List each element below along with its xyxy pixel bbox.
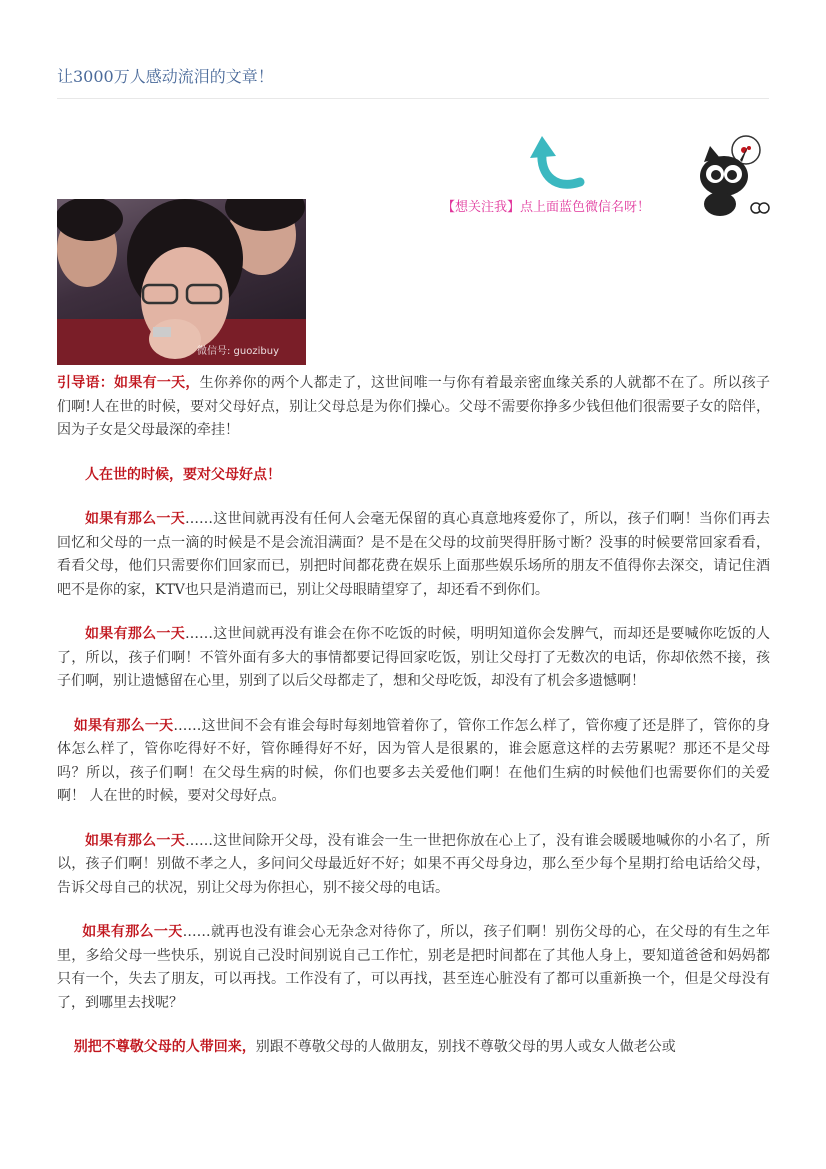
paragraph-lead: 如果有那么一天 (85, 832, 185, 849)
follow-banner[interactable] (440, 132, 770, 222)
list-item (57, 830, 770, 901)
paragraph-body: ……这世间就再没有谁会在你不吃饭的时候，明明知道你会发脾气，而却还是要喊你吃饭的人了，所以，孩子们啊！不管外面有多大的事情都要记得回家吃饭，别让父母打了无数次的电话，你却依然不接，孩子们啊，别让遗憾留在心里，别到了以后父母都走了，想和父母吃饭，却没有了机会多遗憾啊！ (57, 626, 771, 689)
paragraph-lead: 如果有那么一天 (82, 924, 183, 940)
paragraph-lead: 如果有那么一天 (85, 626, 185, 642)
heading-text: 人在世的时候，要对父母好点！ (85, 466, 281, 483)
list-item (57, 508, 770, 602)
paragraph-body: ……就再也没有谁会心无杂念对待你了，所以，孩子们啊！别伤父母的心，在父母的有生之年里，多给父母一些快乐，别说自己没时间别说自己工作忙，别老是把时间都在了其他人身上，要知道爸爸和妈妈都只有一个，失去了朋友，可以再找。工作没有了，可以再找，甚至连心脏没有了都可以重新换一个，但是父母没有了，到哪里去找呢？ (57, 924, 770, 1011)
article-title: 让3000万人感动流泪的文章！ (57, 67, 274, 86)
photo-watermark: 微信号: guozibuy (197, 346, 279, 357)
article-body (57, 372, 770, 1081)
photo-illustration (57, 199, 306, 365)
paragraph-lead: 别把不尊敬父母的人带回来， (73, 1039, 256, 1055)
section-heading (57, 464, 770, 488)
list-item (57, 921, 770, 1015)
list-item (57, 623, 770, 694)
curved-arrow-icon (528, 134, 598, 198)
intro-lead: 引导语：如果有一天， (57, 375, 200, 391)
paragraph-lead: 如果有那么一天 (73, 717, 174, 734)
intro-body: 生你养你的两个人都走了，这世间唯一与你有着最亲密血缘关系的人就都不在了。所以孩子们啊!人在世的时候，要对父母好点，别让父母总是为你们操心。父母不需要你挣多少钱但他们很需要子女的陪伴，因为子女是父母最深的牵挂！ (57, 375, 771, 438)
crying-woman-photo (57, 199, 306, 365)
intro-paragraph (57, 372, 770, 443)
cat-mascot-icon (694, 132, 772, 220)
paragraph-body: ……这世间不会有谁会每时每刻地管着你了，管你工作怎么样了，管你瘦了还是胖了，管你的身体怎么样了，管你吃得好不好，管你睡得好不好，因为管人是很累的，谁会愿意这样的去劳累呢？那还不是父母吗？所以，孩子们啊！在父母生病的时候，你们也要多去关爱他们啊！在他们生病的时候他们也需要你们的关爱啊！ 人在世的时候，要对父母好点。 (57, 717, 771, 804)
paragraph-body: ……这世间就再没有任何人会毫无保留的真心真意地疼爱你了，所以，孩子们啊！当你们再去回忆和父母的一点一滴的时候是不是会流泪满面？是不是在父母的坟前哭得肝肠寸断？没事的时候要常回家看看，看看父母，他们只需要你们回家而已，别把时间都花费在娱乐上面那些娱乐场所的朋友不值得你去深交，请记住酒吧不是你的家，KTV也只是消遣而已，别让父母眼睛望穿了，却还看不到你们。 (57, 511, 771, 598)
paragraph-lead: 如果有那么一天 (85, 511, 185, 527)
follow-prompt: 【想关注我】点上面蓝色微信名呀！ (442, 200, 651, 215)
paragraph-body: 别跟不尊敬父母的人做朋友，别找不尊敬父母的男人或女人做老公或 (255, 1039, 676, 1055)
list-item (57, 715, 770, 809)
list-item (57, 1036, 770, 1060)
title-divider (57, 98, 769, 99)
paragraph-body: ……这世间除开父母，没有谁会一生一世把你放在心上了，没有谁会暖暖地喊你的小名了，所以，孩子们啊！别做不孝之人，多问问父母最近好不好；如果不再父母身边，那么至少每个星期打给电话给父母，告诉父母自己的状况，别让父母为你担心，别不接父母的电话。 (57, 832, 771, 896)
